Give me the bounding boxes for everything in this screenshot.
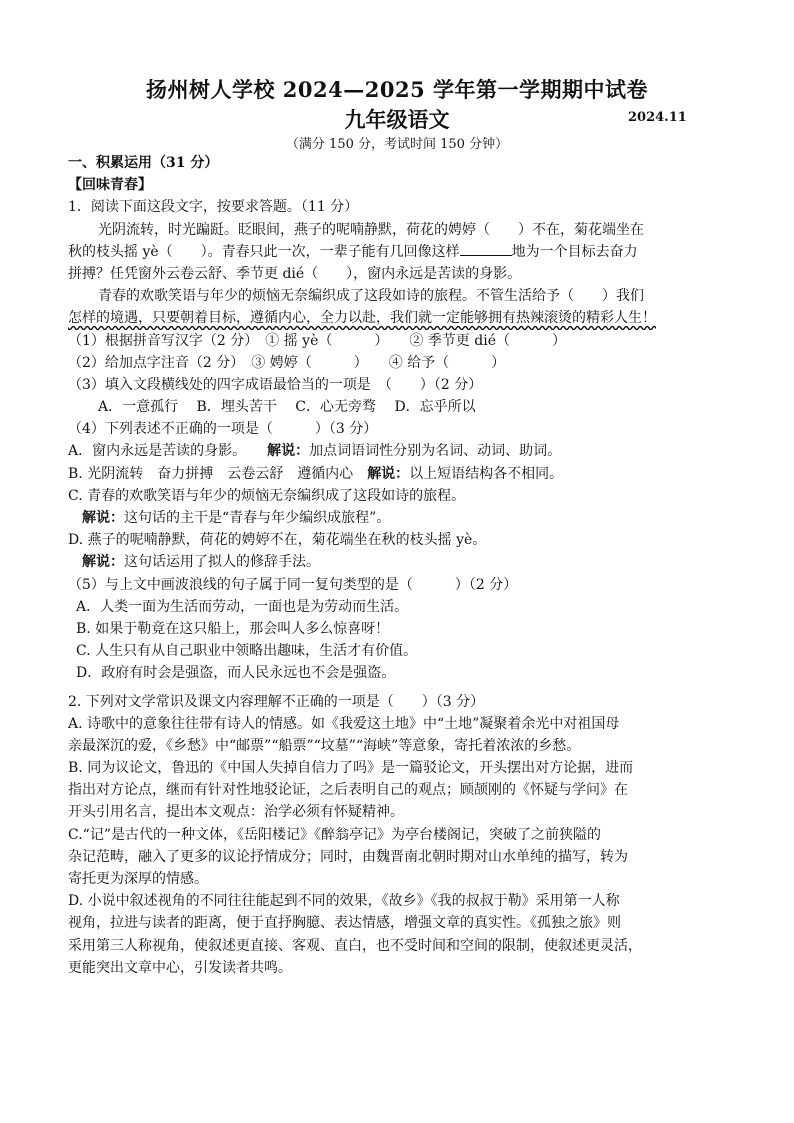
q2-option-d-line: D. 小说中叙述视角的不同往往能起到不同的效果，《故乡》《我的叔叔于勒》采用第一人称 [68, 893, 620, 910]
q2-option-d-line: 视角，拉进与读者的距离，便于直抒胸臆、表达情感，增强文章的真实性。《孤独之旅》则 [68, 915, 621, 932]
note-text: 以上短语结构各不相同。 [409, 465, 564, 482]
q2-option-a-line: A. 诗歌中的意象往往带有诗人的情感。如《我爱这土地》中“土地”凝聚着余光中对祖国母 [68, 715, 620, 732]
q2-option-d-line: 采用第三人称视角，使叙述更直接、客观、直白，也不受时间和空间的限制，使叙述更灵活， [68, 937, 642, 954]
option-text: B. 光阴流转 奋力拼搏 云卷云舒 遵循内心 [68, 465, 354, 482]
exam-date: 2024.11 [628, 110, 687, 125]
q1-sub4-option-b [68, 463, 728, 485]
q1-sub4: （4）下列表述不正确的一项是（ ）（3 分） [68, 421, 378, 438]
full-score-note: （满分 150 分，考试时间 150 分钟） [285, 137, 509, 152]
q2-stem: 2. 下列对文学常识及课文内容理解不正确的一项是（ ）（3 分） [68, 693, 485, 710]
q2-option-a-line: 亲最深沉的爱，《乡愁》中“邮票”“船票”“坟墓”“海峡”等意象，寄托着浓浓的乡愁。 [68, 737, 581, 754]
q1-passage-line: 拼搏？任凭窗外云卷云舒、季节更 dié（ ），窗内永远是苦读的身影。 [68, 265, 522, 282]
note-text: 加点词语词性分别为名词、动词、助词。 [309, 443, 562, 460]
wavy-sentence: 怎样的境遇，只要朝着目标，遵循内心，全力以赴，我们就一定能够拥有热辣滚烫的精彩人生！ [68, 310, 656, 327]
passage-text: 秋的枝头摇 yè（ ）。青春只此一次，一辈子能有几回像这样 [68, 243, 460, 260]
option-text: A．窗内永远是苦读的身影。 [68, 443, 240, 460]
q2-option-c-line: C.“记”是古代的一种文体，《岳阳楼记》《醉翁亭记》为亭台楼阁记，突破了之前狭隘的 [68, 826, 601, 843]
q1-sub5: （5）与上文中画波浪线的句子属于同一复句类型的是（ ）（2 分） [68, 576, 518, 593]
q2-option-b-line: 开头引用名言，提出本文观点：治学必须有怀疑精神。 [68, 804, 404, 821]
q1-passage-line [68, 241, 728, 263]
q1-sub4-note-d [68, 551, 728, 573]
q1-sub4-option-a [68, 440, 728, 462]
answer-blank[interactable] [460, 241, 512, 256]
q1-sub4-note-c [68, 507, 728, 529]
note-label: 解说： [82, 510, 124, 526]
q2-option-b-line: 指出对方论点，继而有针对性地驳论证，之后表明自己的观点；顾颉刚的《怀疑与学问》在 [68, 782, 628, 799]
q1-sub5-option-a: A．人类一面为生活而劳动，一面也是为劳动而生活。 [76, 598, 409, 615]
exam-subtitle: 九年级语文 [344, 107, 450, 132]
exam-title: 扬州树人学校 2024—2025 学年第一学期期中试卷 [145, 77, 648, 102]
q2-option-c-line: 寄托更为深厚的情感。 [68, 871, 208, 887]
passage-text: 地为一个目标去奋力 [511, 243, 638, 260]
q1-sub3: （3）填入文段横线处的四字成语最恰当的一项是 （ ）（2 分） [68, 376, 483, 393]
q1-sub2: （2）给加点字注音（2 分） ③ 娉婷（ ） ④ 给予（ ） [68, 354, 506, 371]
exam-content [68, 152, 728, 979]
q1-passage-line: 光阴流转，时光蹁跹。眨眼间，燕子的呢喃静默，荷花的娉婷（ ）不在，菊花端坐在 [98, 221, 644, 238]
q2-option-b-line: B. 同为议论文，鲁迅的《中国人失掉自信力了吗》是一篇驳论文，开头摆出对方论据，进而 [68, 760, 634, 777]
q1-sub1: （1）根据拼音写汉字（2 分） ① 摇 yè（ ） ② 季节更 dié（ ） [68, 332, 566, 349]
note-label: 解说： [267, 443, 310, 460]
note-label: 解说： [82, 554, 124, 571]
note-text: 这句话的主干是“青春与年少编织成旅程”。 [124, 510, 391, 526]
q1-stem: 1．阅读下面这段文字，按要求答题。（11 分） [68, 199, 359, 216]
note-label: 解说： [367, 465, 410, 482]
q1-sub4-option-c: C. 青春的欢歌笑语与年少的烦恼无奈编织成了这段如诗的旅程。 [68, 487, 466, 504]
q1-sub5-option-c: C. 人生只有从自己职业中领略出趣味，生活才有价值。 [76, 643, 418, 660]
note-text: 这句话运用了拟人的修辞手法。 [124, 554, 320, 571]
q1-sub4-option-d: D. 燕子的呢喃静默，荷花的娉婷不在，菊花端坐在秋的枝头摇 yè。 [68, 532, 487, 549]
q1-sub3-options: A．一意孤行 B．埋头苦干 C．心无旁骛 D．忘乎所以 [98, 399, 476, 416]
q1-passage-line: 青春的欢歌笑语与年少的烦恼无奈编织成了这段如诗的旅程。不管生活给予（ ）我们 [98, 288, 644, 305]
q1-sub5-option-b: B. 如果于勒竟在这只船上，那会叫人多么惊喜呀！ [76, 620, 390, 637]
sub-heading: 【回味青春】 [68, 177, 152, 194]
q2-option-d-line: 更能突出文章中心，引发读者共鸣。 [68, 959, 292, 976]
q2-option-c-line: 杂记范畴，融入了更多的议论抒情成分；同时，由魏晋南北朝时期对山水单纯的描写，转为 [68, 848, 628, 865]
q1-sub5-option-d: D．政府有时会是强盗，而人民永远也不会是强盗。 [76, 665, 396, 682]
section-heading: 一、积累运用（31 分） [68, 155, 219, 171]
